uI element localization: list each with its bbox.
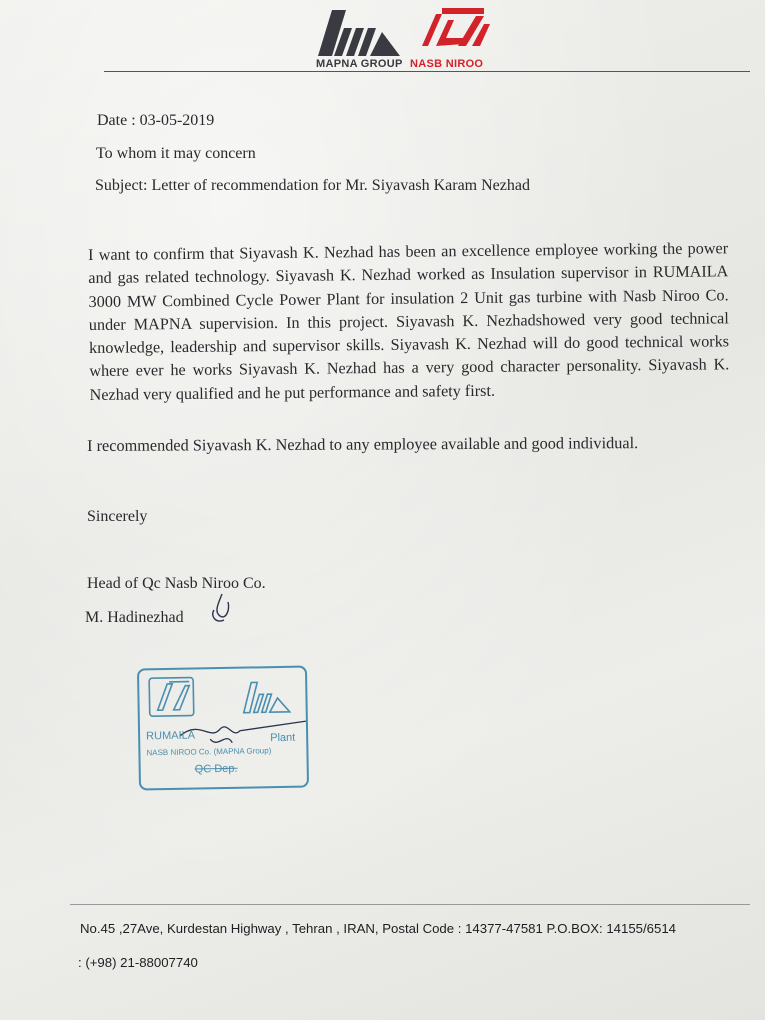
letter-salutation: To whom it may concern — [96, 145, 256, 162]
footer-address: No.45 ,27Ave, Kurdestan Highway , Tehran , IRAN, Postal Code : 14377-47581 P.O.BOX: 14155/6514 — [80, 921, 677, 936]
company-stamp — [137, 666, 309, 791]
letterhead-divider — [104, 71, 750, 72]
stamp-project-name: RUMAILA — [146, 729, 196, 743]
letter-date: Date : 03-05-2019 — [97, 112, 215, 129]
signer-name: M. Hadinezhad — [85, 609, 184, 626]
signer-title: Head of Qc Nasb Niroo Co. — [87, 575, 266, 592]
mapna-logo — [318, 10, 400, 56]
letterhead — [300, 6, 510, 72]
footer-divider — [70, 904, 750, 905]
stamp-department: QC Dep. — [194, 762, 238, 776]
stamp-plant-word: Plant — [270, 731, 296, 745]
stamp-nasb-logo — [149, 678, 194, 717]
nasb-niroo-label: NASB NIROO — [410, 58, 484, 70]
letter-body: I want to confirm that Siyavash K. Nezhad has been an excellence employee working the power and gas related technology. Siyavash K. Nezhad worked as Insulation supervisor in RUMAILA 3000 MW Combined Cycle Power Plant for insulation 2 Unit gas turbine with Nasb Niroo Co. under MAPNA supervision. In this project. Siyavash K. Nezhadshowed very good technical knowledge, leadership and supervisor skills. Siyavash K. Nezhad will do good technical works where ever he works Siyavash K. Nezhad has a very good character personality. Siyavash K. Nezhad very qualified and he put performance and safety first. — [88, 239, 730, 404]
stamp-company-name: NASB NIROO Co. (MAPNA Group) — [146, 746, 272, 758]
nasb-niroo-logo — [422, 8, 490, 46]
handwritten-initial — [200, 590, 240, 630]
letterhead-logos — [300, 6, 510, 62]
letter-recommendation: I recommended Siyavash K. Nezhad to any employee available and good individual. — [87, 433, 639, 455]
mapna-group-label: MAPNA GROUP — [316, 58, 403, 70]
letter-closing: Sincerely — [87, 508, 148, 525]
footer-phone: : (+98) 21-88007740 — [78, 955, 198, 970]
letter-subject: Subject: Letter of recommendation for Mr. Siyavash Karam Nezhad — [95, 177, 530, 194]
stamp-mapna-logo — [243, 682, 290, 713]
